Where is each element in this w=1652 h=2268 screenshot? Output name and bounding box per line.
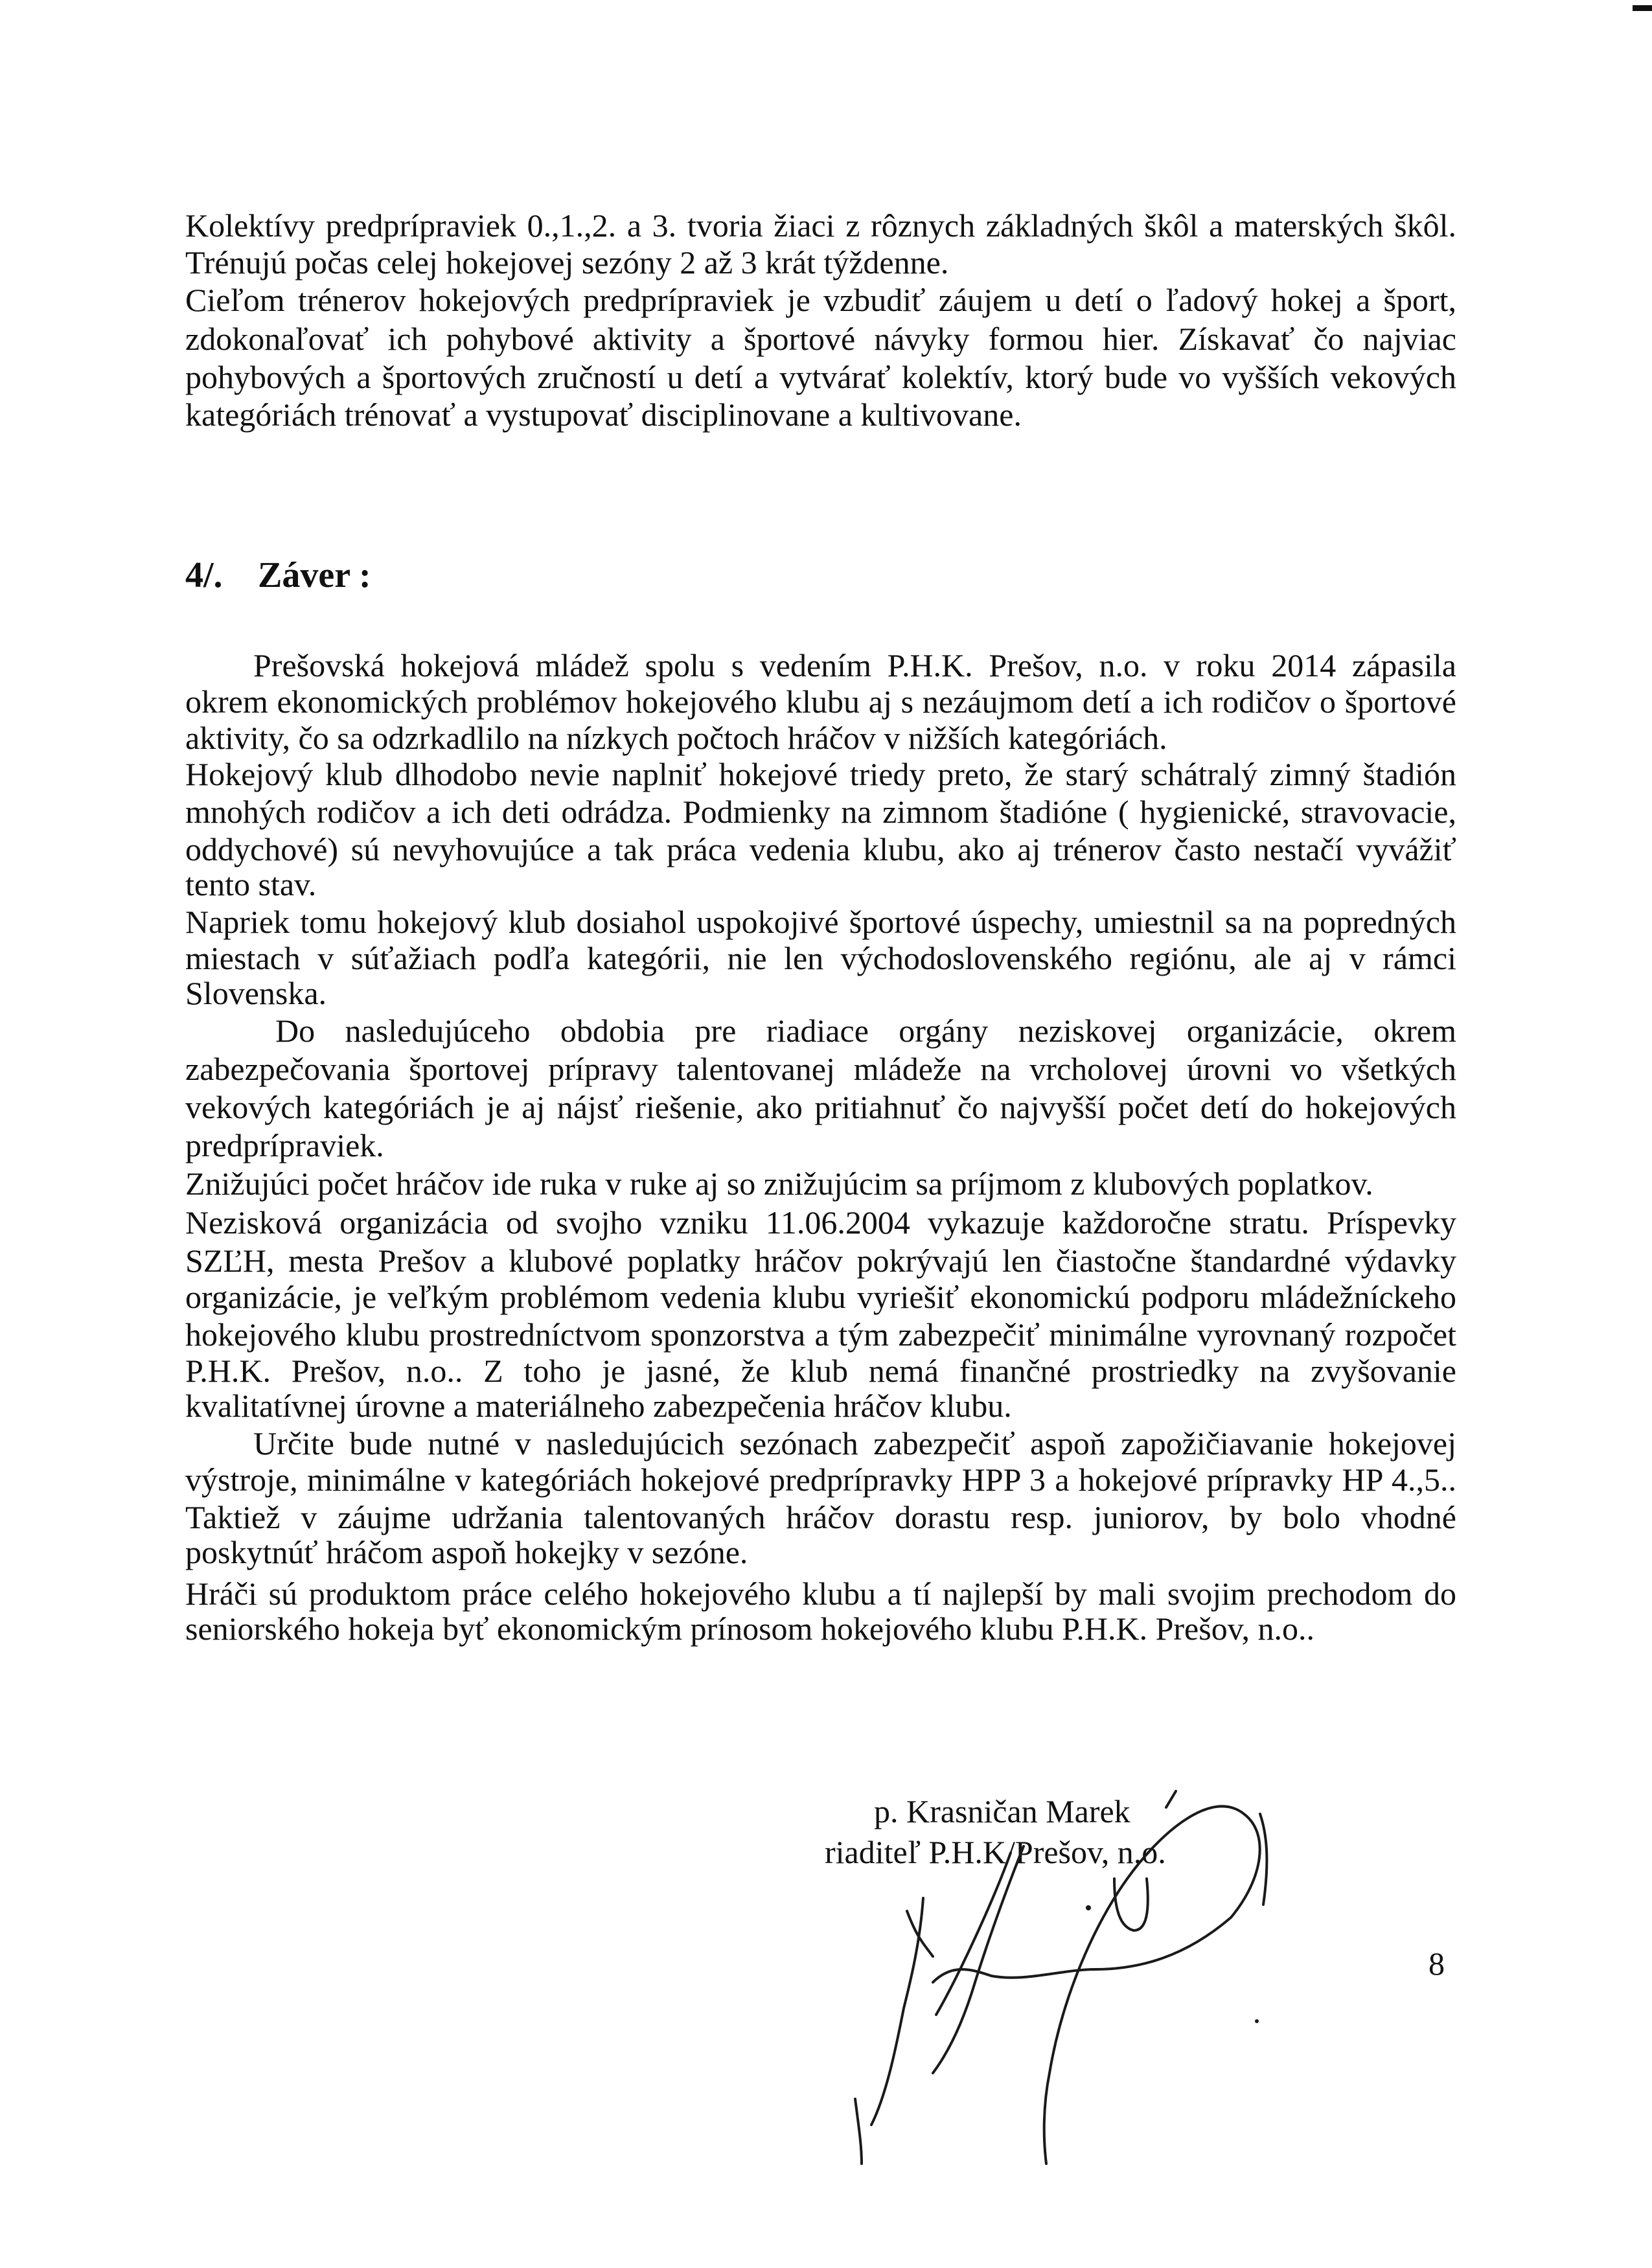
text-line: Hokejový klub dlhodobo nevie naplniť hokejové triedy preto, že starý schátralý zimný štadión bbox=[185, 756, 1456, 792]
text-line: kategóriách trénovať a vystupovať disciplinovane a kultivovane. bbox=[185, 396, 1022, 433]
signatory-name: p. Krasničan Marek bbox=[874, 1793, 1130, 1829]
text-line: vekových kategóriách je aj nájsť riešenie, ako pritiahnuť čo najvyšší počet detí do hokejových bbox=[185, 1089, 1456, 1125]
text-line: Prešovská hokejová mládež spolu s vedením P.H.K. Prešov, n.o. v roku 2014 zápasila bbox=[253, 647, 1456, 683]
text-line: organizácie, je veľkým problémom vedenia klubu vyriešiť ekonomickú podporu mládežníckeho bbox=[185, 1279, 1456, 1315]
section-title: Záver : bbox=[258, 555, 371, 595]
signature-stroke bbox=[1114, 1879, 1148, 1930]
text-line: Napriek tomu hokejový klub dosiahol uspokojivé športové úspechy, umiestnil sa na popredných bbox=[185, 904, 1456, 940]
text-line: mnohých rodičov a ich deti odrádza. Podmienky na zimnom štadióne ( hygienické, stravovacie, bbox=[185, 794, 1456, 830]
text-line: Taktiež v záujme udržania talentovaných hráčov dorastu resp. juniorov, by bolo vhodné bbox=[185, 1499, 1456, 1535]
text-line: SZĽH, mesta Prešov a klubové poplatky hráčov pokrývajú len čiastočne štandardné výdavky bbox=[185, 1243, 1456, 1279]
text-line: zabezpečovania športovej prípravy talentovanej mládeže na vrcholovej úrovni vo všetkých bbox=[185, 1051, 1456, 1087]
text-line: okrem ekonomických problémov hokejového klubu aj s nezáujmom detí a ich rodičov o športové bbox=[185, 683, 1456, 720]
section-heading bbox=[185, 554, 371, 597]
signature-stroke bbox=[855, 2099, 862, 2164]
signature-stroke bbox=[871, 1898, 923, 2125]
text-line: Cieľom trénerov hokejových predprípraviek je vzbudiť záujem u detí o ľadový hokej a šport, bbox=[185, 282, 1456, 318]
text-line: aktivity, čo sa odzrkadlilo na nízkych počtoch hráčov v nižších kategóriách. bbox=[185, 720, 1167, 756]
scan-artifact-mark bbox=[1633, 5, 1652, 11]
text-line: miestach v súťažiach podľa kategórii, nie len východoslovenského regiónu, ale aj v rámci bbox=[185, 940, 1456, 976]
signature-dot bbox=[1086, 1905, 1091, 1910]
section-number: 4/. bbox=[185, 555, 223, 595]
signature-stroke bbox=[907, 1911, 933, 1956]
page-number: 8 bbox=[1428, 1945, 1445, 1982]
text-line: Trénujú počas celej hokejovej sezóny 2 až 3 krát týždenne. bbox=[185, 244, 949, 281]
text-line: Znižujúci počet hráčov ide ruka v ruke aj so znižujúcim sa príjmom z klubových poplatkov. bbox=[185, 1165, 1373, 1202]
signature-stroke bbox=[933, 1846, 1024, 2073]
text-line: predprípraviek. bbox=[185, 1127, 384, 1163]
signatory-title: riaditeľ P.H.K/Prešov, n.o. bbox=[825, 1834, 1166, 1870]
text-line: tento stav. bbox=[185, 866, 317, 902]
text-line: oddychové) sú nevyhovujúce a tak práca vedenia klubu, ako aj trénerov často nestačí vyvážiť bbox=[185, 831, 1456, 867]
text-line: seniorského hokeja byť ekonomickým prínosom hokejového klubu P.H.K. Prešov, n.o.. bbox=[185, 1610, 1314, 1647]
text-line: Nezisková organizácia od svojho vzniku 11.06.2004 vykazuje každoročne stratu. Príspevky bbox=[185, 1204, 1456, 1241]
text-line: Do nasledujúceho obdobia pre riadiace orgány neziskovej organizácie, okrem bbox=[275, 1013, 1456, 1049]
text-line: poskytnúť hráčom aspoň hokejky v sezóne. bbox=[185, 1534, 748, 1570]
text-line: zdokonaľovať ich pohybové aktivity a športové návyky formou hier. Získavať čo najviac bbox=[185, 321, 1456, 357]
signature-stroke bbox=[1166, 1791, 1176, 1807]
signature-stroke bbox=[1260, 1814, 1267, 1905]
text-line: Kolektívy predprípraviek 0.,1.,2. a 3. tvoria žiaci z rôznych základných škôl a materských škôl. bbox=[185, 207, 1456, 244]
text-line: kvalitatívnej úrovne a materiálneho zabezpečenia hráčov klubu. bbox=[185, 1388, 1012, 1424]
text-line: Hráči sú produktom práce celého hokejového klubu a tí najlepší by mali svojim prechodom do bbox=[185, 1575, 1456, 1612]
text-line: Slovenska. bbox=[185, 975, 327, 1011]
text-line: výstroje, minimálne v kategóriách hokejové predprípravky HPP 3 a hokejové prípravky HP 4.,5.. bbox=[185, 1461, 1456, 1498]
text-line: P.H.K. Prešov, n.o.. Z toho je jasné, že klub nemá finančné prostriedky na zvyšovanie bbox=[185, 1353, 1456, 1389]
text-line: Určite bude nutné v nasledujúcich sezónach zabezpečiť aspoň zapožičiavanie hokejovej bbox=[253, 1425, 1456, 1461]
signature-stroke bbox=[936, 1853, 1011, 2015]
signature-dot bbox=[1255, 2019, 1259, 2023]
text-line: hokejového klubu prostredníctvom sponzorstva a tým zabezpečiť minimálne vyrovnaný rozpočet bbox=[185, 1316, 1456, 1353]
text-line: pohybových a športových zručností u detí a vytvárať kolektív, ktorý bude vo vyšších vekových bbox=[185, 359, 1456, 395]
